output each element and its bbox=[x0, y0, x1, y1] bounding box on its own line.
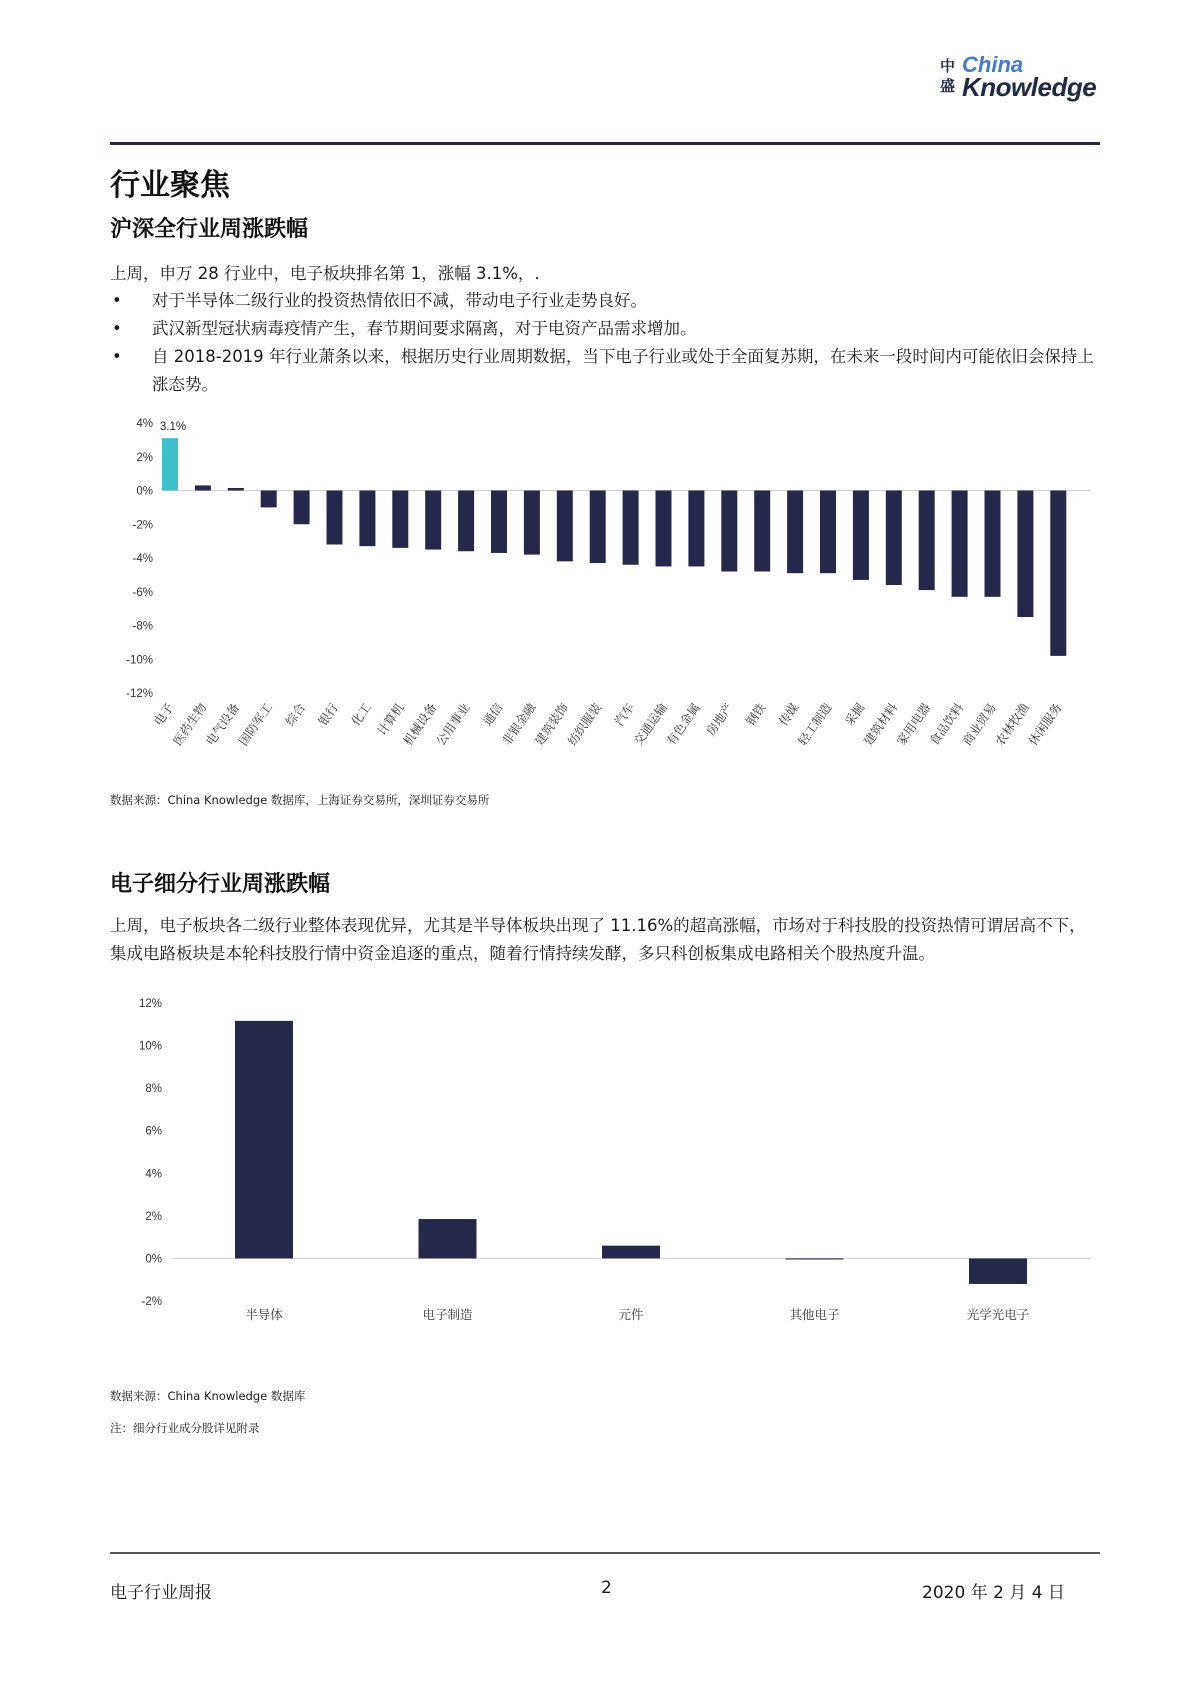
bar bbox=[969, 1258, 1027, 1284]
y-tick-label: -2% bbox=[132, 519, 153, 532]
y-tick-label: 4% bbox=[145, 1168, 162, 1181]
bar bbox=[392, 491, 408, 548]
x-tick-label: 农林牧渔 bbox=[992, 700, 1032, 749]
logo-chinese-mark: 中 盛 bbox=[940, 57, 956, 95]
x-tick-label: 传媒 bbox=[776, 700, 802, 729]
x-tick-label: 建筑装饰 bbox=[532, 700, 572, 749]
industry-chart-source: 数据来源：China Knowledge 数据库，上海证券交易所，深圳证券交易所 bbox=[110, 793, 490, 807]
footer-date: 2020 年 2 月 4 日 bbox=[922, 1583, 1065, 1603]
x-tick-label: 房地产 bbox=[703, 700, 736, 739]
electronics-chart-source: 数据来源：China Knowledge 数据库 bbox=[110, 1389, 306, 1403]
page-number: 2 bbox=[601, 1578, 612, 1598]
bar bbox=[853, 491, 869, 580]
bar bbox=[688, 491, 704, 567]
y-tick-label: 6% bbox=[145, 1125, 162, 1138]
data-label: 3.1% bbox=[159, 421, 187, 434]
bar bbox=[721, 491, 737, 572]
bullet-icon: • bbox=[112, 291, 122, 310]
bar bbox=[261, 491, 277, 508]
y-tick-label: -10% bbox=[126, 654, 153, 667]
x-tick-label: 半导体 bbox=[245, 1307, 283, 1322]
x-tick-label: 家用电器 bbox=[894, 700, 934, 749]
bar bbox=[294, 491, 310, 525]
y-tick-label: 2% bbox=[136, 451, 153, 464]
x-tick-label: 建筑材料 bbox=[861, 700, 901, 749]
bar bbox=[425, 491, 441, 550]
bar bbox=[557, 491, 573, 562]
x-tick-label: 食品饮料 bbox=[927, 700, 967, 749]
x-tick-label: 纺织服装 bbox=[565, 700, 605, 749]
x-tick-label: 交通运输 bbox=[630, 700, 670, 749]
bar bbox=[787, 491, 803, 574]
bar bbox=[820, 491, 836, 574]
bar bbox=[419, 1219, 477, 1258]
bar bbox=[228, 488, 244, 491]
y-tick-label: -6% bbox=[132, 586, 153, 599]
y-tick-label: 0% bbox=[136, 485, 153, 498]
electronics-chart-note: 注：细分行业成分股详见附录 bbox=[110, 1421, 260, 1435]
y-tick-label: 8% bbox=[145, 1083, 162, 1096]
list-item: • 对于半导体二级行业的投资热情依旧不减，带动电子行业走势良好。 bbox=[110, 287, 1100, 315]
y-tick-label: 10% bbox=[138, 1040, 162, 1053]
industry-bullet-list bbox=[110, 287, 1100, 399]
x-tick-label: 机械设备 bbox=[400, 700, 440, 749]
y-tick-label: 2% bbox=[145, 1210, 162, 1223]
bar bbox=[590, 491, 606, 564]
y-tick-label: 0% bbox=[145, 1253, 162, 1266]
china-knowledge-logo bbox=[940, 52, 1097, 108]
y-tick-label: 4% bbox=[136, 418, 153, 430]
logo-word-china: China bbox=[962, 52, 1024, 77]
x-tick-label: 非银金融 bbox=[499, 700, 539, 749]
y-tick-label: -8% bbox=[132, 620, 153, 633]
x-tick-label: 计算机 bbox=[374, 700, 407, 739]
electronics-heading: 电子细分行业周涨跌幅 bbox=[110, 872, 331, 897]
y-tick-label: -2% bbox=[141, 1296, 162, 1308]
bar bbox=[919, 491, 935, 591]
x-tick-label: 有色金属 bbox=[663, 700, 703, 749]
footer-report-name: 电子行业周报 bbox=[110, 1583, 212, 1603]
x-tick-label: 公用事业 bbox=[433, 700, 473, 749]
bar bbox=[327, 491, 343, 545]
x-tick-label: 采掘 bbox=[842, 700, 868, 729]
bar bbox=[235, 1021, 293, 1259]
footer-divider bbox=[110, 1552, 1100, 1554]
x-tick-label: 轻工制造 bbox=[795, 700, 835, 749]
x-tick-label: 其他电子 bbox=[789, 1307, 840, 1322]
bar bbox=[602, 1246, 660, 1259]
bar bbox=[786, 1258, 844, 1259]
section-title: 行业聚焦 bbox=[110, 168, 230, 203]
bar bbox=[491, 491, 507, 553]
bullet-icon: • bbox=[112, 319, 122, 338]
industry-heading: 沪深全行业周涨跌幅 bbox=[110, 217, 309, 242]
bar bbox=[524, 491, 540, 555]
bar bbox=[359, 491, 375, 547]
electronics-bar-chart bbox=[0, 985, 1200, 1325]
header-divider bbox=[110, 142, 1100, 145]
list-item: • 武汉新型冠状病毒疫情产生，春节期间要求隔离，对于电资产品需求增加。 bbox=[110, 315, 1100, 343]
industry-intro: 上周，申万 28 行业中，电子板块排名第 1，涨幅 3.1%，. bbox=[110, 264, 540, 283]
x-tick-label: 化工 bbox=[348, 700, 374, 729]
bar bbox=[1050, 491, 1066, 656]
x-tick-label: 综合 bbox=[282, 700, 309, 729]
x-tick-label: 汽车 bbox=[611, 700, 638, 729]
bar bbox=[952, 491, 968, 597]
y-tick-label: 12% bbox=[138, 998, 162, 1010]
bar bbox=[656, 491, 672, 567]
bar bbox=[1017, 491, 1033, 618]
y-tick-label: -4% bbox=[132, 553, 153, 565]
x-tick-label: 银行 bbox=[315, 700, 341, 729]
x-tick-label: 电气设备 bbox=[203, 700, 243, 749]
x-tick-label: 钢铁 bbox=[743, 700, 769, 729]
industry-bar-chart bbox=[0, 405, 1200, 790]
x-tick-label: 电子 bbox=[151, 700, 177, 729]
bar bbox=[458, 491, 474, 552]
y-tick-label: -12% bbox=[126, 688, 153, 700]
bullet-icon: • bbox=[112, 347, 122, 366]
x-tick-label: 通信 bbox=[480, 700, 506, 729]
logo-word-knowledge: Knowledge bbox=[962, 72, 1097, 102]
bar bbox=[754, 491, 770, 572]
x-tick-label: 休闲服务 bbox=[1025, 700, 1065, 749]
bar bbox=[195, 485, 211, 490]
bar bbox=[886, 491, 902, 586]
bar bbox=[162, 438, 178, 490]
bar bbox=[985, 491, 1001, 597]
electronics-paragraph: 上周，电子板块各二级行业整体表现优异，尤其是半导体板块出现了 11.16%的超高涨幅，市场对于科技股的投资热情可谓居高不下，集成电路板块是本轮科技股行情中资金追逐的重点，随着行情持续发酵，多只科创板集成电路相关个股热度升温。 bbox=[110, 916, 1086, 963]
x-tick-label: 国防军工 bbox=[236, 700, 276, 749]
x-tick-label: 商业贸易 bbox=[959, 700, 999, 749]
x-tick-label: 电子制造 bbox=[422, 1307, 473, 1322]
bar bbox=[623, 491, 639, 565]
x-tick-label: 医药生物 bbox=[170, 700, 210, 749]
x-tick-label: 光学光电子 bbox=[966, 1307, 1030, 1322]
x-tick-label: 元件 bbox=[618, 1307, 644, 1322]
list-item: • 自 2018-2019 年行业萧条以来，根据历史行业周期数据，当下电子行业或处于全面复苏期，在未来一段时间内可能依旧会保持上涨态势。 bbox=[110, 343, 1100, 399]
